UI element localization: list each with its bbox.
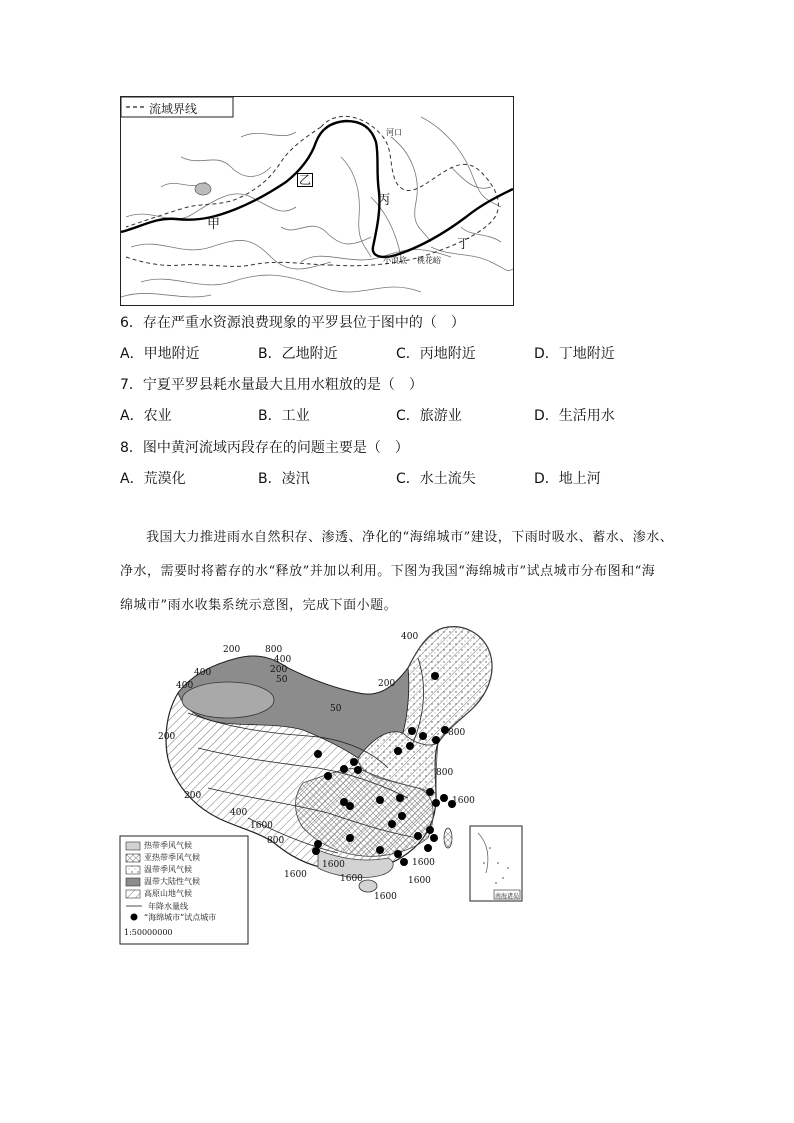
- sponge-city-dot: [340, 765, 348, 773]
- sponge-city-dot: [354, 766, 362, 774]
- question-8-stem: 8．图中黄河流域丙段存在的问题主要是（ ）: [120, 440, 409, 456]
- sponge-city-dot: [426, 788, 434, 796]
- legend-tropical-monsoon: 热带季风气候: [144, 841, 192, 850]
- question-7-option-b[interactable]: B．工业: [258, 408, 310, 424]
- question-6-option-c[interactable]: C．丙地附近: [396, 346, 476, 362]
- isohyet-label: 1600: [250, 821, 273, 831]
- isohyet-label: 1600: [412, 858, 435, 868]
- isohyet-label: 800: [448, 728, 466, 738]
- isohyet-label: 1600: [452, 796, 475, 806]
- isohyet-label: 200: [223, 645, 241, 655]
- isohyet-label: 200: [184, 791, 202, 801]
- question-6-option-b[interactable]: B．乙地附近: [258, 346, 338, 362]
- sponge-city-dot: [419, 732, 427, 740]
- sponge-city-dot: [396, 794, 404, 802]
- question-7-option-a[interactable]: A．农业: [120, 408, 172, 424]
- map-scale: 1:50000000: [124, 928, 173, 937]
- passage-line-1: 我国大力推进雨水自然积存、渗透、净化的“海绵城市”建设，下雨时吸水、蓄水、渗水、: [146, 530, 674, 545]
- sponge-city-dot: [414, 832, 422, 840]
- sponge-city-dot: [314, 750, 322, 758]
- label-ding: 丁: [457, 237, 471, 252]
- place-huayuankou: 桃花峪: [417, 256, 441, 265]
- sponge-city-dot: [400, 858, 408, 866]
- isohyet-label: 1600: [374, 892, 397, 902]
- sponge-city-dot: [324, 772, 332, 780]
- legend-boundary-label: 流域界线: [149, 102, 198, 116]
- sponge-city-dot: [432, 799, 440, 807]
- isohyet-label: 1600: [322, 860, 345, 870]
- legend-subtropical-monsoon: 亚热带季风气候: [144, 853, 200, 862]
- label-jia: 甲: [207, 217, 221, 232]
- legend-plateau-mountain: 高原山地气候: [144, 889, 192, 898]
- question-7-option-c[interactable]: C．旅游业: [396, 408, 462, 424]
- sponge-city-dot: [430, 834, 438, 842]
- passage-line-3: 绵城市”雨水收集系统示意图，完成下面小题。: [120, 598, 398, 613]
- question-7-stem: 7．宁夏平罗县耗水量最大且用水粗放的是（ ）: [120, 377, 423, 393]
- sponge-city-dot: [432, 736, 440, 744]
- question-6-stem: 6．存在严重水资源浪费现象的平罗县位于图中的（ ）: [120, 315, 465, 331]
- sponge-city-dot: [394, 850, 402, 858]
- isohyet-label: 50: [276, 675, 288, 685]
- isohyet-label: 800: [265, 645, 283, 655]
- isohyet-label: 400: [401, 632, 419, 642]
- sponge-city-dot: [388, 820, 396, 828]
- question-6-option-d[interactable]: D．丁地附近: [534, 346, 615, 362]
- isohyet-label: 400: [194, 668, 212, 678]
- legend-sponge-city: “海绵城市”试点城市: [144, 913, 217, 922]
- question-8-option-c[interactable]: C．水土流失: [396, 471, 476, 487]
- sponge-city-dot: [376, 796, 384, 804]
- sponge-city-dot: [408, 727, 416, 735]
- isohyet-label: 200: [378, 679, 396, 689]
- inset-label: 南海诸岛: [495, 893, 520, 900]
- isohyet-label: 1600: [340, 874, 363, 884]
- legend-temperate-continental: 温带大陆性气候: [144, 877, 200, 886]
- label-bing: 丙: [377, 193, 391, 208]
- passage-line-2: 净水，需要时将蓄存的水“释放”并加以利用。下图为我国“海绵城市”试点城市分布图和“海: [120, 564, 656, 579]
- isohyet-label: 400: [274, 655, 292, 665]
- question-6-option-a[interactable]: A．甲地附近: [120, 346, 200, 362]
- legend-temperate-monsoon: 温带季风气候: [144, 865, 192, 874]
- isohyet-label: 1600: [408, 876, 431, 886]
- sponge-city-dot: [346, 802, 354, 810]
- china-climate-map: [118, 618, 528, 948]
- sponge-city-dot: [440, 794, 448, 802]
- sponge-city-dot: [398, 812, 406, 820]
- isohyet-label: 800: [267, 836, 285, 846]
- place-xiaolangdi: 小浪底: [383, 256, 407, 265]
- isohyet-label: 400: [176, 681, 194, 691]
- sponge-city-dot: [376, 846, 384, 854]
- isohyet-label: 400: [230, 808, 248, 818]
- legend-isohyet: 年降水量线: [148, 902, 188, 911]
- sponge-city-dot: [406, 742, 414, 750]
- sponge-city-dot: [350, 758, 358, 766]
- question-8-option-b[interactable]: B．凌汛: [258, 471, 310, 487]
- isohyet-label: 200: [270, 665, 288, 675]
- passage: [120, 521, 680, 623]
- question-7-option-d[interactable]: D．生活用水: [534, 408, 615, 424]
- sponge-city-dot: [394, 747, 402, 755]
- isohyet-label: 1600: [284, 870, 307, 880]
- yellow-river-map-drawing: [121, 97, 513, 305]
- question-8-option-d[interactable]: D．地上河: [534, 471, 601, 487]
- isohyet-label: 800: [436, 768, 454, 778]
- sponge-city-dot: [424, 844, 432, 852]
- question-8-option-a[interactable]: A．荒漠化: [120, 471, 186, 487]
- sponge-city-dot: [312, 847, 320, 855]
- yellow-river-map: [120, 96, 514, 306]
- isohyet-label: 200: [158, 732, 176, 742]
- sponge-city-dot: [346, 834, 354, 842]
- place-hekou: 河口: [386, 128, 402, 137]
- sponge-city-dot: [431, 672, 439, 680]
- sponge-city-dot: [426, 826, 434, 834]
- isohyet-label: 50: [330, 704, 342, 714]
- label-yi: 乙: [299, 173, 312, 187]
